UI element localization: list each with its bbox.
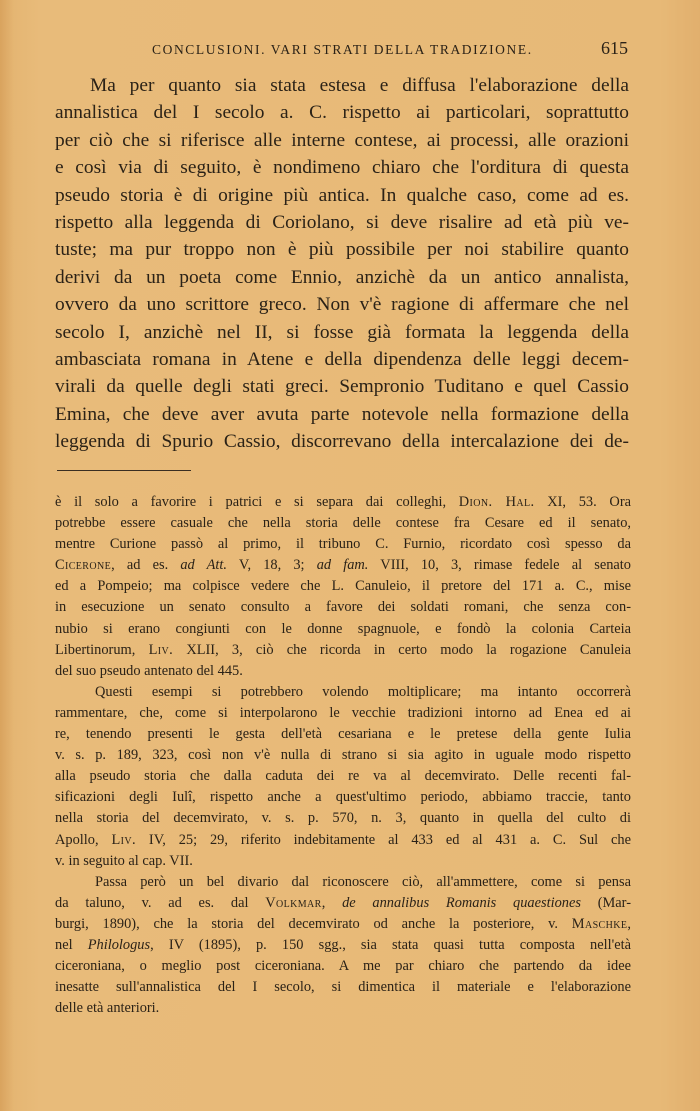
running-header — [56, 38, 628, 62]
author-name: Liv. — [148, 641, 174, 658]
footnote-line: Questi esempi si potrebbero volendo moltiplicare; ma intanto occorrerà — [95, 683, 631, 700]
author-name: Volkmar — [265, 894, 322, 911]
text-line: ovvero da uno scrittore greco. Non v'è ragione di affermare che nel — [55, 294, 629, 316]
running-title: CONCLUSIONI. VARI STRATI DELLA TRADIZIONE. — [152, 42, 533, 57]
work-title: ad fam. — [316, 557, 369, 574]
text-line: Ma per quanto sia stata estesa e diffusa l'elaborazione della — [90, 75, 629, 96]
footnote-line: Apollo, Liv. IV, 25; 29, riferito indebitamente al 433 ed al 431 a. C. Sul che — [55, 831, 632, 848]
text-line: ambasciata romana in Atene e della dipendenza delle leggi decem- — [55, 348, 629, 370]
footnote-line: da taluno, v. ad es. dal Volkmar, de annalibus Romanis quaestiones (Mar- — [55, 894, 631, 911]
footnote-line: delle età anteriori. — [55, 1000, 160, 1017]
footnote-line: v. in seguito al cap. VII. — [55, 852, 193, 869]
text-line: e così via di seguito, è nondimeno chiaro che l'orditura di questa — [55, 157, 629, 179]
author-name: Liv. — [111, 831, 137, 848]
footnote-line: in esecuzione un senato consulto a favore dei soldati romani, che senza con- — [55, 599, 631, 616]
footnote-line: è il solo a favorire i patrici e si separa dai colleghi, Dion. Hal. XI, 53. Ora — [55, 494, 631, 510]
footnote-line: del suo pseudo antenato del 445. — [55, 662, 243, 679]
footnote-line: ciceroniana, o meglio post ciceroniana. A me par chiaro che partendo da idee — [55, 958, 631, 975]
author-name: Maschke — [571, 915, 628, 932]
footnote-line: alla pseudo storia che dalla caduta dei re va al decemvirato. Delle recenti fal- — [55, 768, 631, 785]
text-line: annalistica del I secolo a. C. rispetto ai particolari, soprattutto — [55, 102, 629, 124]
footnote-line: ed a Pompeio; ma colpisce vedere che L. Canuleio, il pretore del 171 a. C., mise — [55, 578, 631, 595]
main-text — [55, 72, 629, 455]
footnote-line: nel Philologus, IV (1895), p. 150 sgg., sia stata quasi tutta composta nell'età — [55, 936, 631, 953]
footnote-line: re, tenendo presenti le gesta dell'età cesariana e le pretese della gente Iulia — [55, 726, 631, 743]
footnote-line: nella storia del decemvirato, v. s. p. 570, n. 3, quanto in quella del culto di — [55, 810, 631, 827]
text-line: derivi da un poeta come Ennio, anzichè da un antico annalista, — [55, 266, 629, 288]
text-line: leggenda di Spurio Cassio, discorrevano della intercalazione dei de- — [55, 431, 629, 453]
footnote-line: mentre Curione passò al primo, il tribuno C. Furnio, ricordato così spesso da — [55, 536, 631, 553]
footnote-line: potrebbe essere casuale che nella storia delle contese fra Cesare ed il senato, — [55, 515, 631, 532]
footnote-line: inesatte sull'annalistica del I secolo, si dimentica il materiale e l'elaborazione — [55, 979, 631, 996]
footnote-line: sificazioni degli Iulî, rispetto anche a quest'ultimo periodo, abbiamo traccie, tanto — [55, 789, 631, 806]
author-name: Dion. Hal. — [458, 494, 535, 510]
page-number: 615 — [601, 38, 628, 58]
work-title: ad Att. — [180, 557, 228, 574]
text-line: tuste; ma pur troppo non è più possibile per noi stabilire quanto — [55, 239, 629, 261]
footnote-line: Passa però un bel divario dal riconoscere ciò, all'ammettere, come si pensa — [95, 873, 631, 890]
author-name: Cicerone — [55, 557, 112, 574]
footnote-line: burgi, 1890), che la storia del decemvirato od anche la posteriore, v. Maschke, — [55, 915, 631, 932]
text-line: Emina, che deve aver avuta parte notevole nella formazione della — [55, 403, 629, 425]
text-line: per ciò che si riferisce alle interne contese, ai processi, alle orazioni — [55, 129, 629, 151]
footnote-line: Libertinorum, Liv. XLII, 3, ciò che ricorda in certo modo la rogazione Canuleia — [55, 641, 631, 658]
work-title: de annalibus Romanis quaestiones — [342, 894, 581, 911]
footnote-line: Cicerone, ad es. ad Att. V, 18, 3; ad fam. VIII, 10, 3, rimase fedele al senato — [55, 557, 631, 574]
text-line: pseudo storia è di origine più antica. In qualche caso, come ad es. — [55, 184, 629, 206]
footnote-line: v. s. p. 189, 323, così non v'è nulla di strano si sia agito in uguale modo rispetto — [55, 747, 631, 764]
work-title: Philologus — [87, 936, 151, 953]
text-line: virali da quelle degli stati greci. Sempronio Tuditano e quel Cassio — [55, 376, 629, 398]
footnote-line: rammentare, che, come si interpolarono le vecchie tradizioni intorno ad Enea ed ai — [55, 704, 631, 721]
footnotes — [55, 492, 631, 1019]
footnote-line: nubio si erano congiunti con le donne spagnuole, e fondò la colonia Carteia — [55, 620, 631, 637]
text-line: rispetto alla leggenda di Coriolano, si deve risalire ad età più ve- — [55, 211, 629, 233]
text-line: secolo I, anzichè nel II, si fosse già formata la leggenda della — [55, 321, 629, 343]
footnote-separator — [57, 470, 191, 471]
